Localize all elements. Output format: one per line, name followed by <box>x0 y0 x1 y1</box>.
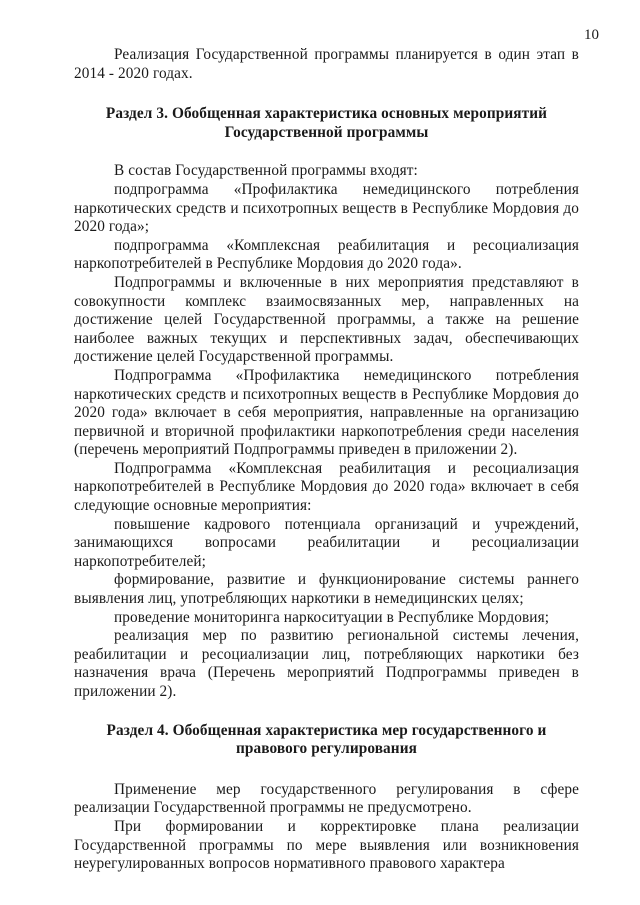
section-3-paragraph: Подпрограммы и включенные в них мероприятия представляют в совокупности комплекс взаимосвязанных мер, направленных на достижение целей Государственной программы, а также на решение наиболее важных текущих и перспективных задач, обеспечивающих достижение целей Государственной программы. <box>74 273 579 366</box>
section-4-heading-line-2: правового регулирования <box>235 740 418 758</box>
section-3-paragraph: реализация мер по развитию региональной системы лечения, реабилитации и ресоциализации лиц, потребляющих наркотики без назначения врача (Перечень мероприятий Подпрограммы приведен в приложении 2). <box>74 627 579 700</box>
section-3-paragraph: проведение мониторинга наркоситуации в Республике Мордовия; <box>114 608 550 626</box>
section-3-paragraph: формирование, развитие и функционирование системы раннего выявления лиц, употребляющих наркотики в немедицинских целях; <box>74 571 579 608</box>
section-4-paragraph: Применение мер государственного регулирования в сфере реализации Государственной программы не предусмотрено. <box>74 780 579 817</box>
intro-paragraph: Реализация Государственной программы планируется в один этап в 2014 - 2020 годах. <box>74 46 579 82</box>
section-3-heading-line-1: Раздел 3. Обобщенная характеристика основных мероприятий <box>105 105 548 123</box>
section-3-paragraph: повышение кадрового потенциала организаций и учреждений, занимающихся вопросами реабилитации и ресоциализации наркопотребителей; <box>74 515 579 570</box>
section-3-heading <box>74 105 579 142</box>
section-4-heading-line-1: Раздел 4. Обобщенная характеристика мер государственного и <box>106 721 547 739</box>
section-3-paragraph: подпрограмма «Комплексная реабилитация и ресоциализация наркопотребителей в Республике Мордовия до 2020 года». <box>74 236 579 273</box>
section-4-heading <box>74 722 579 759</box>
section-3-paragraph: Подпрограмма «Комплексная реабилитация и ресоциализация наркопотребителей в Республике Мордовия до 2020 года» включает в себя следующие основные мероприятия: <box>74 459 579 515</box>
page-number: 10 <box>584 27 599 43</box>
section-4-paragraph: При формировании и корректировке плана реализации Государственной программы по мере выявления или возникновения неурегулированных вопросов нормативного правового характера <box>74 817 579 873</box>
section-3-paragraph: подпрограмма «Профилактика немедицинского потребления наркотических средств и психотропных веществ в Республике Мордовия до 2020 года»; <box>74 180 579 236</box>
section-3-paragraph: В состав Государственной программы входят: <box>114 162 418 180</box>
section-3-heading-line-2: Государственной программы <box>224 123 429 141</box>
page-content <box>74 46 579 874</box>
section-3-paragraph: Подпрограмма «Профилактика немедицинского потребления наркотических средств и психотропных веществ в Республике Мордовия до 2020 года» включает в себя мероприятия, направленные на организацию первичной и вторичной профилактики наркопотребления среди населения (перечень мероприятий Подпрограммы приведен в приложении 2). <box>74 366 579 459</box>
